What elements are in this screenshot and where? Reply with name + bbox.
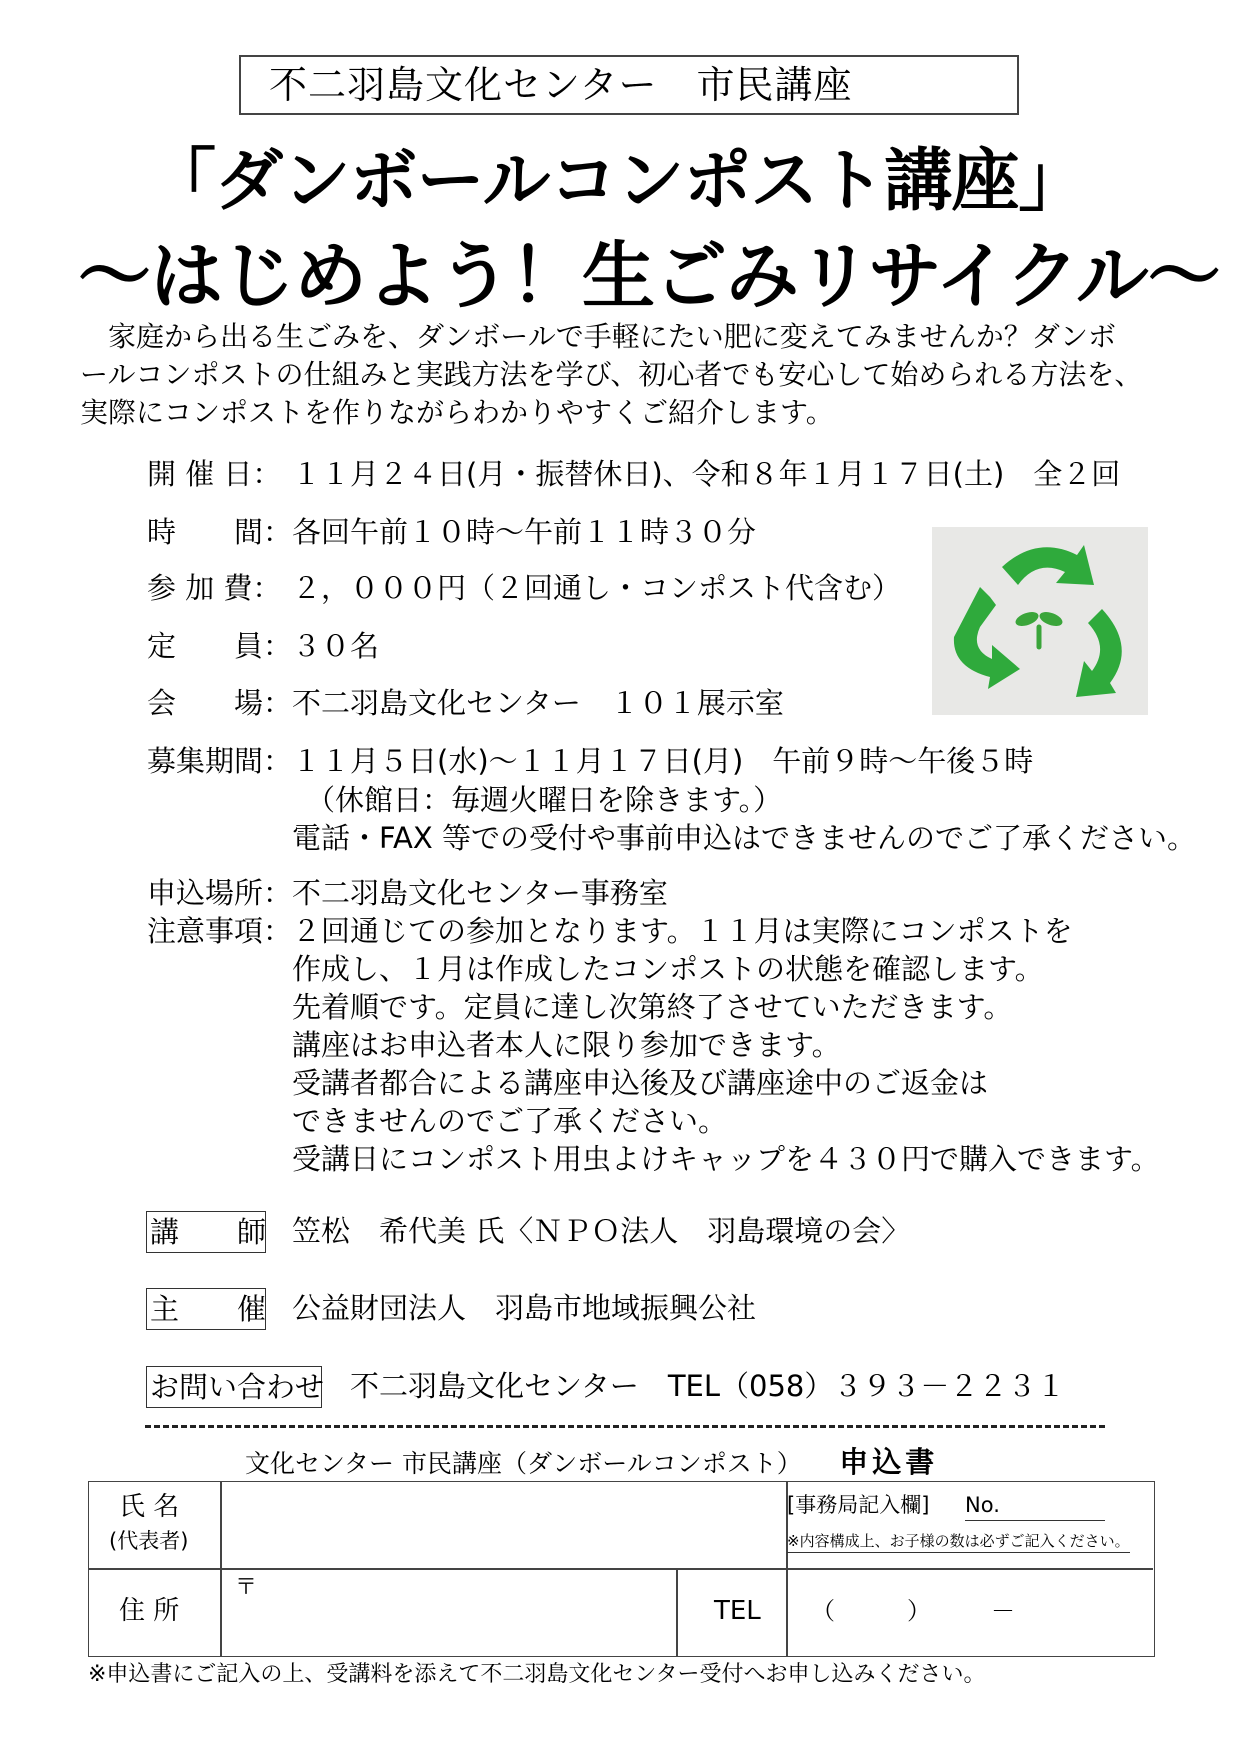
contact-label: お問い合わせ [146, 1366, 322, 1408]
intro-line-1: 家庭から出る生ごみを、ダンボールで手軽にたい肥に変えてみませんか？ダンボ [80, 320, 1117, 353]
notes-first [0, 911, 1241, 951]
contact-value: 不二羽島文化センター TEL（058）３９３－２２３１ [350, 1369, 1066, 1403]
detail-label: 会 場： [147, 686, 293, 720]
intro-line-3: 実際にコンポストを作りながらわかりやすくご紹介します。 [80, 396, 834, 429]
notes-line: 講座はお申込者本人に限り参加できます。 [292, 1028, 841, 1062]
sub-title: ～はじめよう！生ごみリサイクル～ [78, 234, 1220, 319]
name-sub-label: (代表者) [109, 1529, 189, 1553]
detail-value: １１月５日(水)～１１月１７日(月) 午前９時～午後５時 [292, 744, 1034, 778]
detail-date [0, 454, 1241, 494]
notes-line: できませんのでご了承ください。 [292, 1104, 728, 1138]
recruit-note-closed: （休館日：毎週火曜日を除きます。） [306, 783, 783, 817]
notes-line: ２回通じての参加となります。１１月は実際にコンポストを [292, 914, 1073, 948]
name-field[interactable] [224, 1486, 782, 1566]
office-use-label: [事務局記入欄] [787, 1493, 930, 1517]
detail-value: １１月２４日(月・振替休日)、令和８年１月１７日(土) 全２回 [292, 457, 1121, 491]
tel-field[interactable]: （ ） － [811, 1597, 1015, 1625]
notes-line: 受講者都合による講座申込後及び講座途中のご返金は [292, 1066, 989, 1100]
recruit-note-phone: 電話・FAX 等での受付や事前申込はできませんのでご了承ください。 [292, 821, 1196, 855]
office-note: ※内容構成上、お子様の数は必ずご記入ください。 [787, 1530, 1130, 1553]
apply-place [0, 873, 1241, 913]
address-label: 住 所 [119, 1596, 180, 1626]
postal-mark: 〒 [235, 1575, 258, 1600]
form-title-bold: 申込書 [839, 1445, 939, 1479]
header-title: 不二羽島文化センター 市民講座 [239, 55, 1019, 115]
form-title-text: 文化センター 市民講座（ダンボールコンポスト） [245, 1449, 790, 1478]
organizer-label: 主 催 [146, 1288, 266, 1330]
cut-line [145, 1425, 1105, 1428]
apply-place-label: 申込場所： [147, 876, 293, 910]
notes-line: 受講日にコンポスト用虫よけキャップを４３０円で購入できます。 [292, 1142, 1160, 1176]
address-field[interactable] [224, 1572, 672, 1654]
detail-label: 参 加 費： [147, 571, 282, 605]
notes-line: 先着順です。定員に達し次第終了させていただきます。 [292, 990, 1013, 1024]
apply-place-value: 不二羽島文化センター事務室 [292, 876, 668, 910]
intro-line-2: ールコンポストの仕組みと実践方法を学び、初心者でも安心して始められる方法を、 [80, 358, 1143, 391]
detail-value: 不二羽島文化センター １０１展示室 [292, 686, 784, 720]
recycle-icon [932, 527, 1148, 715]
lecturer-label: 講 師 [146, 1211, 266, 1253]
main-title: 「ダンボールコンポスト講座」 [148, 142, 1086, 221]
reception-number: No. [965, 1490, 1105, 1521]
detail-recruit-period [0, 741, 1241, 781]
detail-label: 開 催 日： [147, 457, 282, 491]
divider [89, 1568, 1153, 1570]
organizer-value: 公益財団法人 羽島市地域振興公社 [292, 1291, 757, 1325]
detail-value: 各回午前１０時～午前１１時３０分 [292, 515, 757, 549]
application-form [88, 1481, 1155, 1657]
tel-label: TEL [714, 1596, 761, 1626]
footer-note: ※申込書にご記入の上、受講料を添えて不二羽島文化センター受付へお申し込みください。 [88, 1662, 986, 1687]
detail-label: 募集期間： [147, 744, 293, 778]
detail-value: ３０名 [292, 629, 380, 663]
form-title [245, 1445, 938, 1481]
notes-line: 作成し、１月は作成したコンポストの状態を確認します。 [292, 952, 1044, 986]
detail-label: 定 員： [147, 629, 293, 663]
detail-value: ２，０００円（２回通し・コンポスト代含む） [292, 571, 902, 605]
notes-label: 注意事項： [147, 914, 293, 948]
name-label: 氏 名 [119, 1492, 180, 1522]
lecturer-value: 笠松 希代美 氏〈ＮＰＯ法人 羽島環境の会〉 [292, 1214, 911, 1248]
detail-label: 時 間： [147, 515, 293, 549]
divider [676, 1568, 678, 1656]
